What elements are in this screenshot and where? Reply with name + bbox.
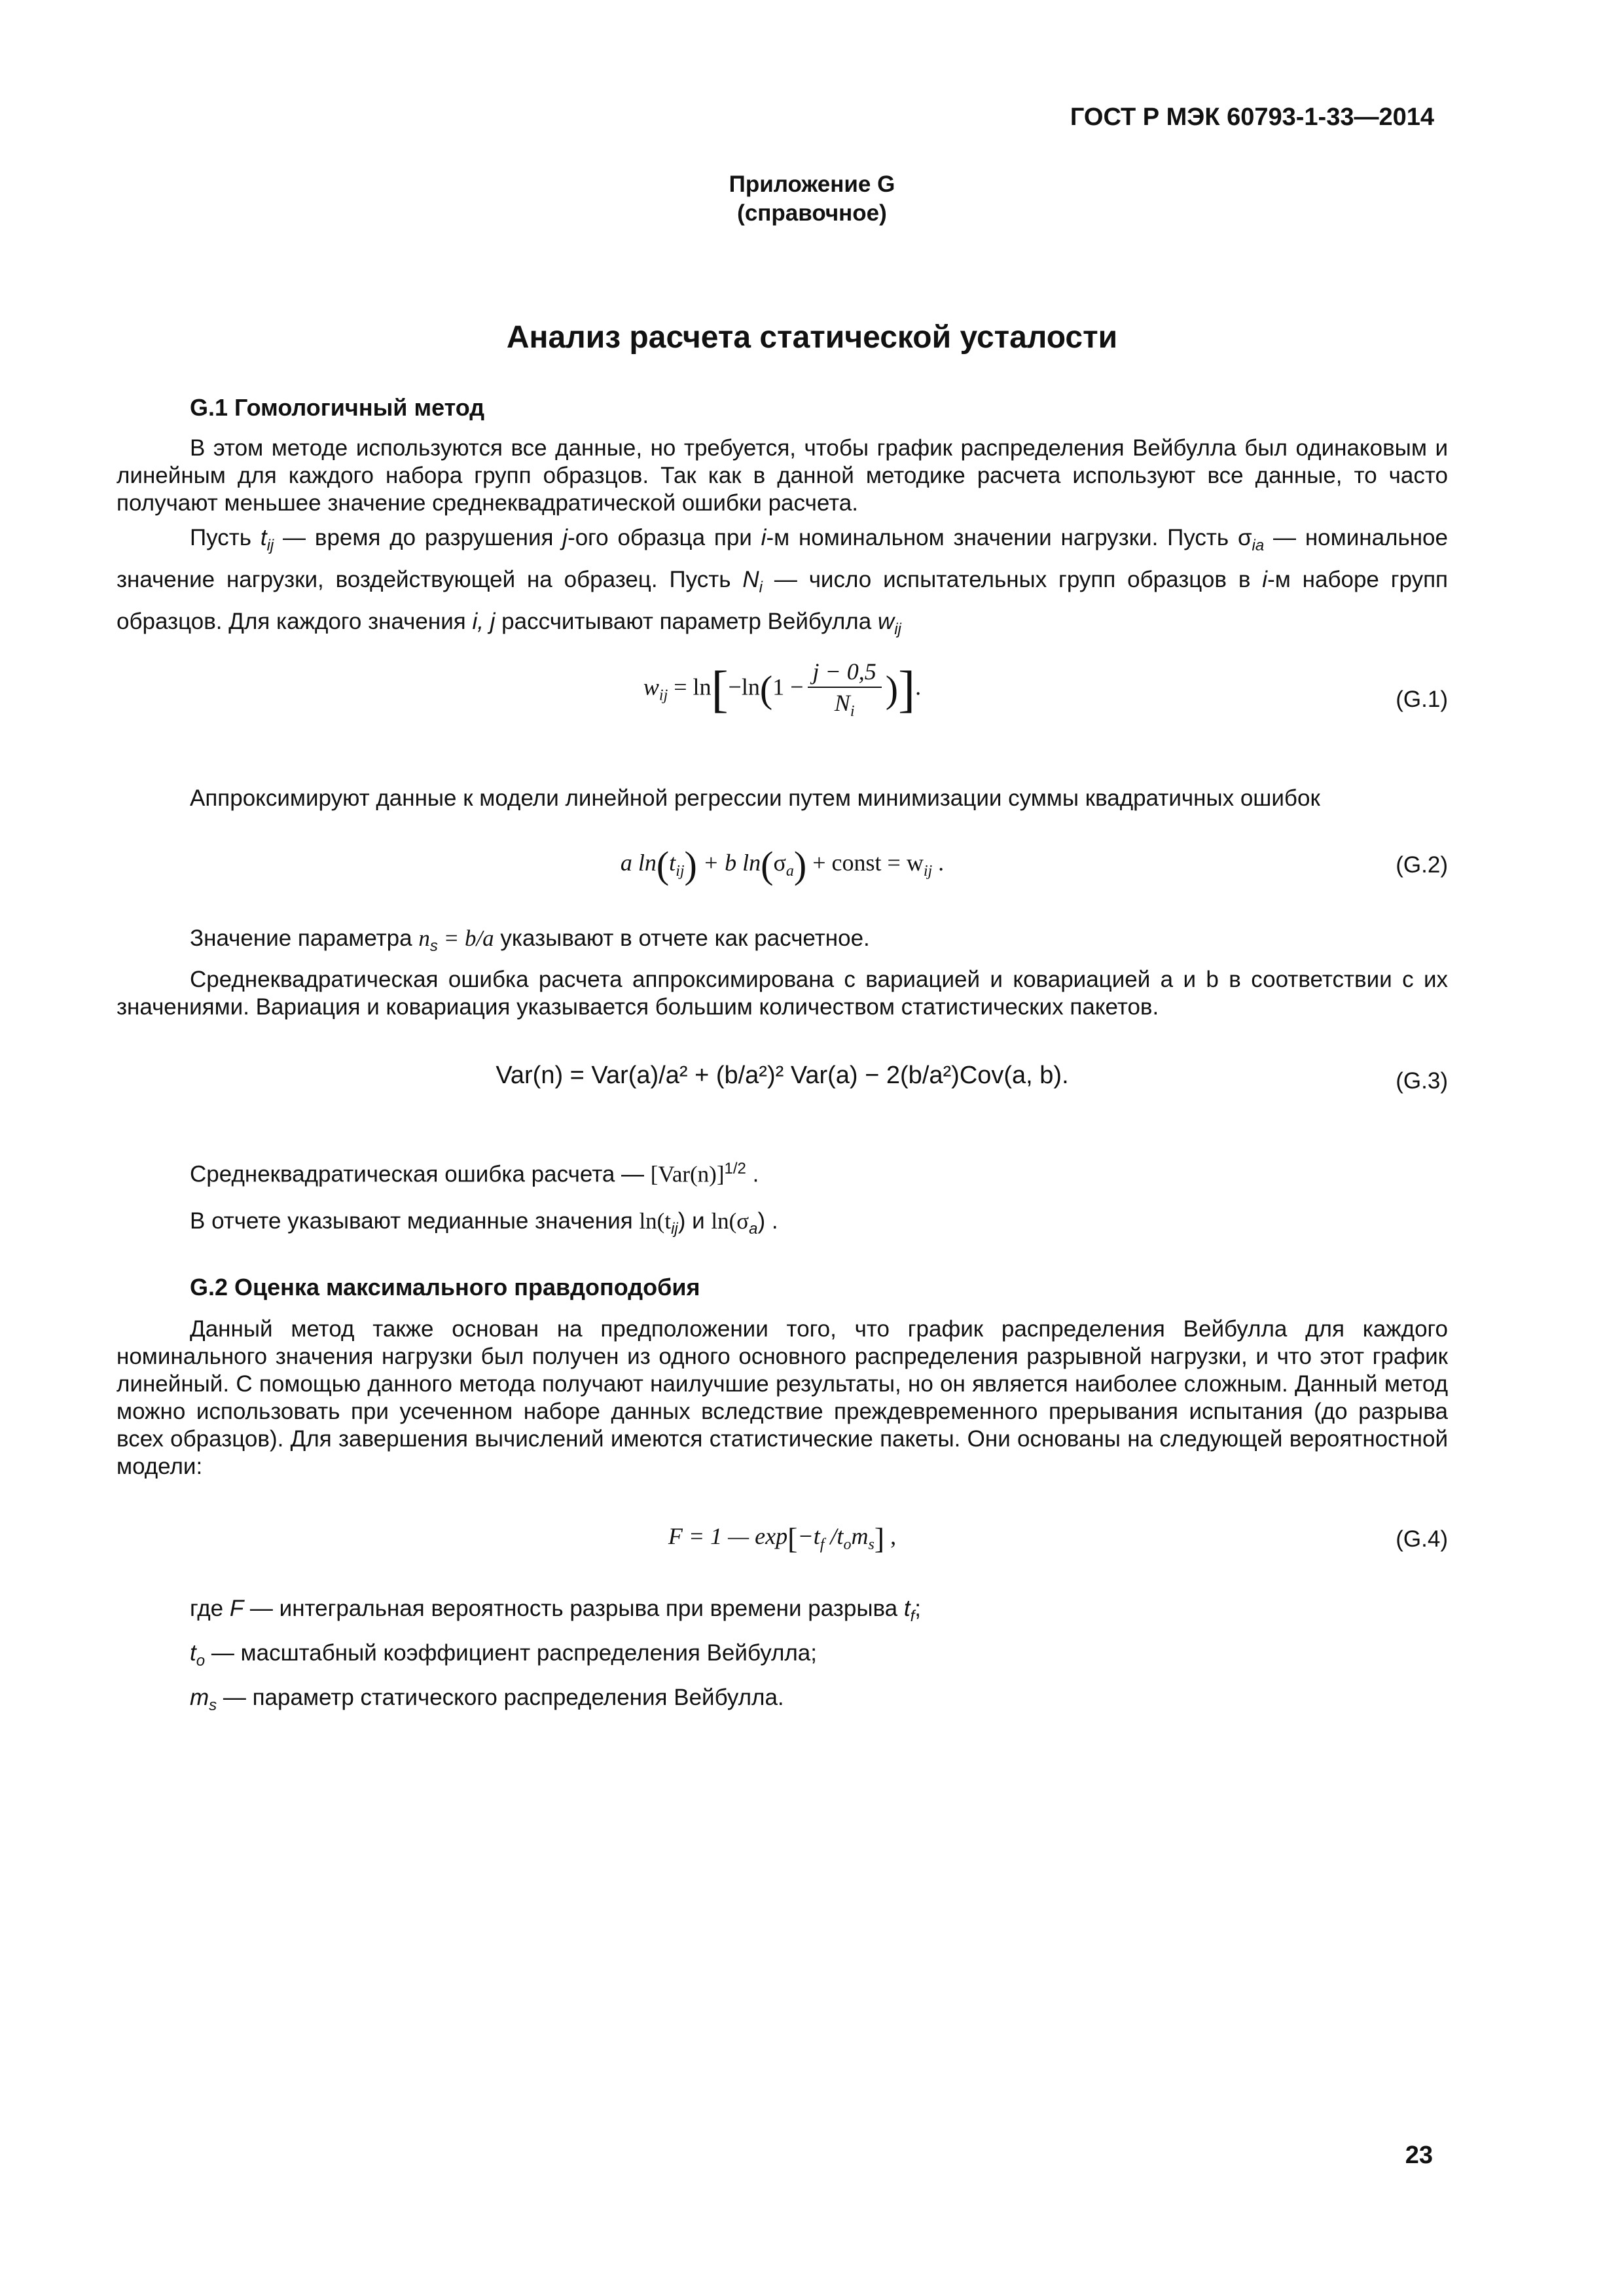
text-run: -м наборе групп образцов. Для каждого значения bbox=[117, 567, 1448, 634]
paren-open: ( bbox=[761, 844, 774, 886]
text-run: . bbox=[746, 1161, 759, 1187]
formula: Var(n) = Var(a)/a² + (b/a²)² Var(a) − 2(b/a²)Cov(a, b). bbox=[496, 1062, 1069, 1089]
subscript: ij bbox=[659, 687, 668, 704]
formula bbox=[117, 1521, 1448, 1556]
equation-number: (G.3) bbox=[1396, 1068, 1448, 1094]
formula-op: = ln bbox=[668, 673, 712, 700]
subscript: f bbox=[820, 1535, 825, 1553]
paren-open: ( bbox=[656, 844, 670, 886]
formula-tail: , bbox=[884, 1522, 897, 1549]
subscript: s bbox=[209, 1696, 217, 1714]
symbol-m: m bbox=[851, 1522, 869, 1549]
symbol-t: t bbox=[669, 849, 676, 876]
fraction-numerator: j − 0,5 bbox=[808, 658, 882, 688]
formula-term: [Var(n)] bbox=[650, 1161, 725, 1187]
fraction bbox=[808, 658, 882, 721]
formula-term: −t bbox=[797, 1522, 820, 1549]
equation-g4 bbox=[117, 1512, 1448, 1590]
subscript: ij bbox=[671, 1220, 678, 1238]
text-run: — масштабный коэффициент распределения Вейбулла; bbox=[205, 1640, 817, 1666]
definitions-list bbox=[190, 1590, 921, 1724]
symbol-F: F bbox=[229, 1596, 244, 1621]
text-run: рассчитывают параметр Вейбулла bbox=[495, 609, 878, 634]
bracket-close: ] bbox=[898, 660, 916, 718]
equation-number: (G.2) bbox=[1396, 852, 1448, 878]
formula-term: ) bbox=[677, 1208, 686, 1234]
text-run: -м номинальном значении нагрузки. Пусть σ bbox=[766, 525, 1252, 550]
page-title: Анализ расчета статической усталости bbox=[506, 320, 1118, 355]
section-heading-g1: G.1 Гомологичный метод bbox=[190, 394, 485, 421]
text-run: . bbox=[765, 1208, 778, 1234]
equation-g1 bbox=[117, 658, 1448, 736]
symbol-ij: i, j bbox=[472, 609, 496, 634]
formula-term: F = 1 — exp bbox=[668, 1522, 788, 1549]
text-run: Пусть bbox=[190, 525, 261, 550]
text-run: — число испытательных групп образцов в bbox=[762, 567, 1263, 592]
formula bbox=[117, 843, 1448, 887]
text-run: В отчете указывают медианные значения bbox=[190, 1208, 640, 1234]
symbol-t: t bbox=[190, 1640, 196, 1666]
symbol-w: w bbox=[877, 609, 895, 634]
text-run: — номинальное значение нагрузки, воздействующей на образец. Пусть bbox=[117, 525, 1448, 592]
annex-title: Приложение G bbox=[729, 171, 895, 197]
equation-number: (G.1) bbox=[1396, 687, 1448, 712]
subscript: s bbox=[429, 937, 438, 955]
subscript: i bbox=[759, 579, 763, 596]
formula-term: = b/a bbox=[437, 925, 494, 951]
subscript: ia bbox=[1252, 537, 1265, 554]
paragraph-approximation: Аппроксимируют данные к модели линейной регрессии путем минимизации суммы квадратичных ошибок bbox=[190, 785, 1320, 811]
annex-type: (справочное) bbox=[737, 200, 887, 226]
formula-op: −ln bbox=[728, 673, 760, 700]
symbol-sigma: σ bbox=[773, 849, 786, 876]
paren-open: ( bbox=[759, 668, 773, 711]
fraction-denominator: N bbox=[834, 690, 850, 716]
paragraph-median-values bbox=[190, 1208, 778, 1238]
formula-term: /t bbox=[824, 1522, 844, 1549]
subscript: a bbox=[785, 862, 794, 880]
formula-op: 1 − bbox=[772, 673, 804, 700]
equation-g2 bbox=[117, 839, 1448, 918]
formula-term: a ln bbox=[620, 849, 657, 876]
subscript: ij bbox=[676, 862, 685, 880]
text-run: -ого образца при bbox=[568, 525, 761, 550]
subscript: a bbox=[749, 1220, 758, 1238]
paragraph-rms-error bbox=[190, 1160, 759, 1188]
paragraph-text: Данный метод также основан на предположении того, что график распределения Вейбулла для каждого номинального значения нагрузки был получен из одного основного распределения разрывной нагрузки, и что этот график линейный. С помощью данного метода получают наилучшие результаты, но он является наиболее сложным. Данный метод можно использовать при усеченном наборе данных вследствие преждевременного прерывания испытания (до разрыва всех образцов). Для завершения вычислений имеются статистические пакеты. Они основаны на следующей вероятностной модели: bbox=[117, 1316, 1448, 1479]
symbol-i: i bbox=[1262, 567, 1268, 592]
paren-close: ) bbox=[793, 844, 807, 886]
paragraph-g1-intro bbox=[117, 435, 1448, 517]
symbol-n: n bbox=[418, 925, 430, 951]
subscript: f bbox=[910, 1607, 915, 1625]
symbol-N: N bbox=[742, 567, 759, 592]
paren-close: ) bbox=[885, 668, 899, 711]
subscript: o bbox=[843, 1535, 852, 1553]
text-run: — время до разрушения bbox=[274, 525, 563, 550]
text-run: Среднеквадратическая ошибка расчета — bbox=[190, 1161, 651, 1187]
formula bbox=[117, 658, 1448, 721]
subscript: ij bbox=[923, 862, 933, 880]
paragraph-g2-intro bbox=[117, 1316, 1448, 1480]
formula-term: ) bbox=[757, 1208, 766, 1234]
formula-lhs: w bbox=[643, 673, 659, 700]
page-number: 23 bbox=[1405, 2142, 1433, 2169]
document-id: ГОСТ Р МЭК 60793-1-33—2014 bbox=[1070, 103, 1434, 131]
paren-close: ) bbox=[684, 844, 697, 886]
paragraph-text: В этом методе используются все данные, но требуется, чтобы график распределения Вейбулла был одинаковым и линейным для каждого набора групп образцов. Так как в данной методике расчета используют все данные, то часто получают меньшее значение среднеквадратической ошибки расчета. bbox=[117, 435, 1448, 516]
subscript: s bbox=[868, 1535, 875, 1553]
subscript: ij bbox=[894, 620, 901, 638]
text-run: Значение параметра bbox=[190, 925, 419, 951]
equation-number: (G.4) bbox=[1396, 1526, 1448, 1552]
subscript: ij bbox=[266, 537, 274, 554]
formula-term: ln(σ bbox=[711, 1208, 749, 1234]
symbol-t: t bbox=[260, 525, 267, 550]
text-run: где bbox=[190, 1596, 230, 1621]
paragraph-variance bbox=[117, 966, 1448, 1021]
bracket-close: ] bbox=[874, 1522, 885, 1555]
text-run: — параметр статического распределения Вейбулла. bbox=[217, 1685, 784, 1710]
definition-item bbox=[190, 1590, 921, 1635]
formula-tail: . bbox=[915, 673, 922, 700]
text-run: указывают в отчете как расчетное. bbox=[494, 925, 870, 951]
text-run: ; bbox=[914, 1596, 922, 1621]
symbol-m: m bbox=[190, 1685, 209, 1710]
bracket-open: [ bbox=[711, 660, 729, 718]
bracket-open: [ bbox=[787, 1522, 798, 1555]
paragraph-parameter-ns bbox=[190, 925, 870, 956]
symbol-j: j bbox=[562, 525, 568, 550]
formula-term: ln(t bbox=[639, 1208, 672, 1234]
formula-term: + const = w bbox=[806, 849, 924, 876]
superscript: 1/2 bbox=[724, 1160, 746, 1177]
text-run: и bbox=[685, 1208, 712, 1234]
formula-tail: . bbox=[932, 849, 945, 876]
paragraph-text: Среднеквадратическая ошибка расчета аппроксимирована с вариацией и ковариацией a и b в соответствии с их значениями. Вариация и ковариация указывается большим количеством статистических пакетов. bbox=[117, 967, 1448, 1020]
symbol-i: i bbox=[761, 525, 767, 550]
section-heading-g2: G.2 Оценка максимального правдоподобия bbox=[190, 1274, 700, 1300]
paragraph-g1-definitions bbox=[117, 521, 1448, 647]
formula-term: + b ln bbox=[696, 849, 761, 876]
definition-item bbox=[190, 1635, 921, 1679]
symbol-t: t bbox=[903, 1596, 911, 1621]
subscript: i bbox=[850, 703, 855, 721]
subscript: o bbox=[196, 1652, 206, 1670]
text-run: — интегральная вероятность разрыва при времени разрыва bbox=[244, 1596, 904, 1621]
definition-item bbox=[190, 1679, 921, 1724]
equation-g3 bbox=[117, 1054, 1448, 1132]
